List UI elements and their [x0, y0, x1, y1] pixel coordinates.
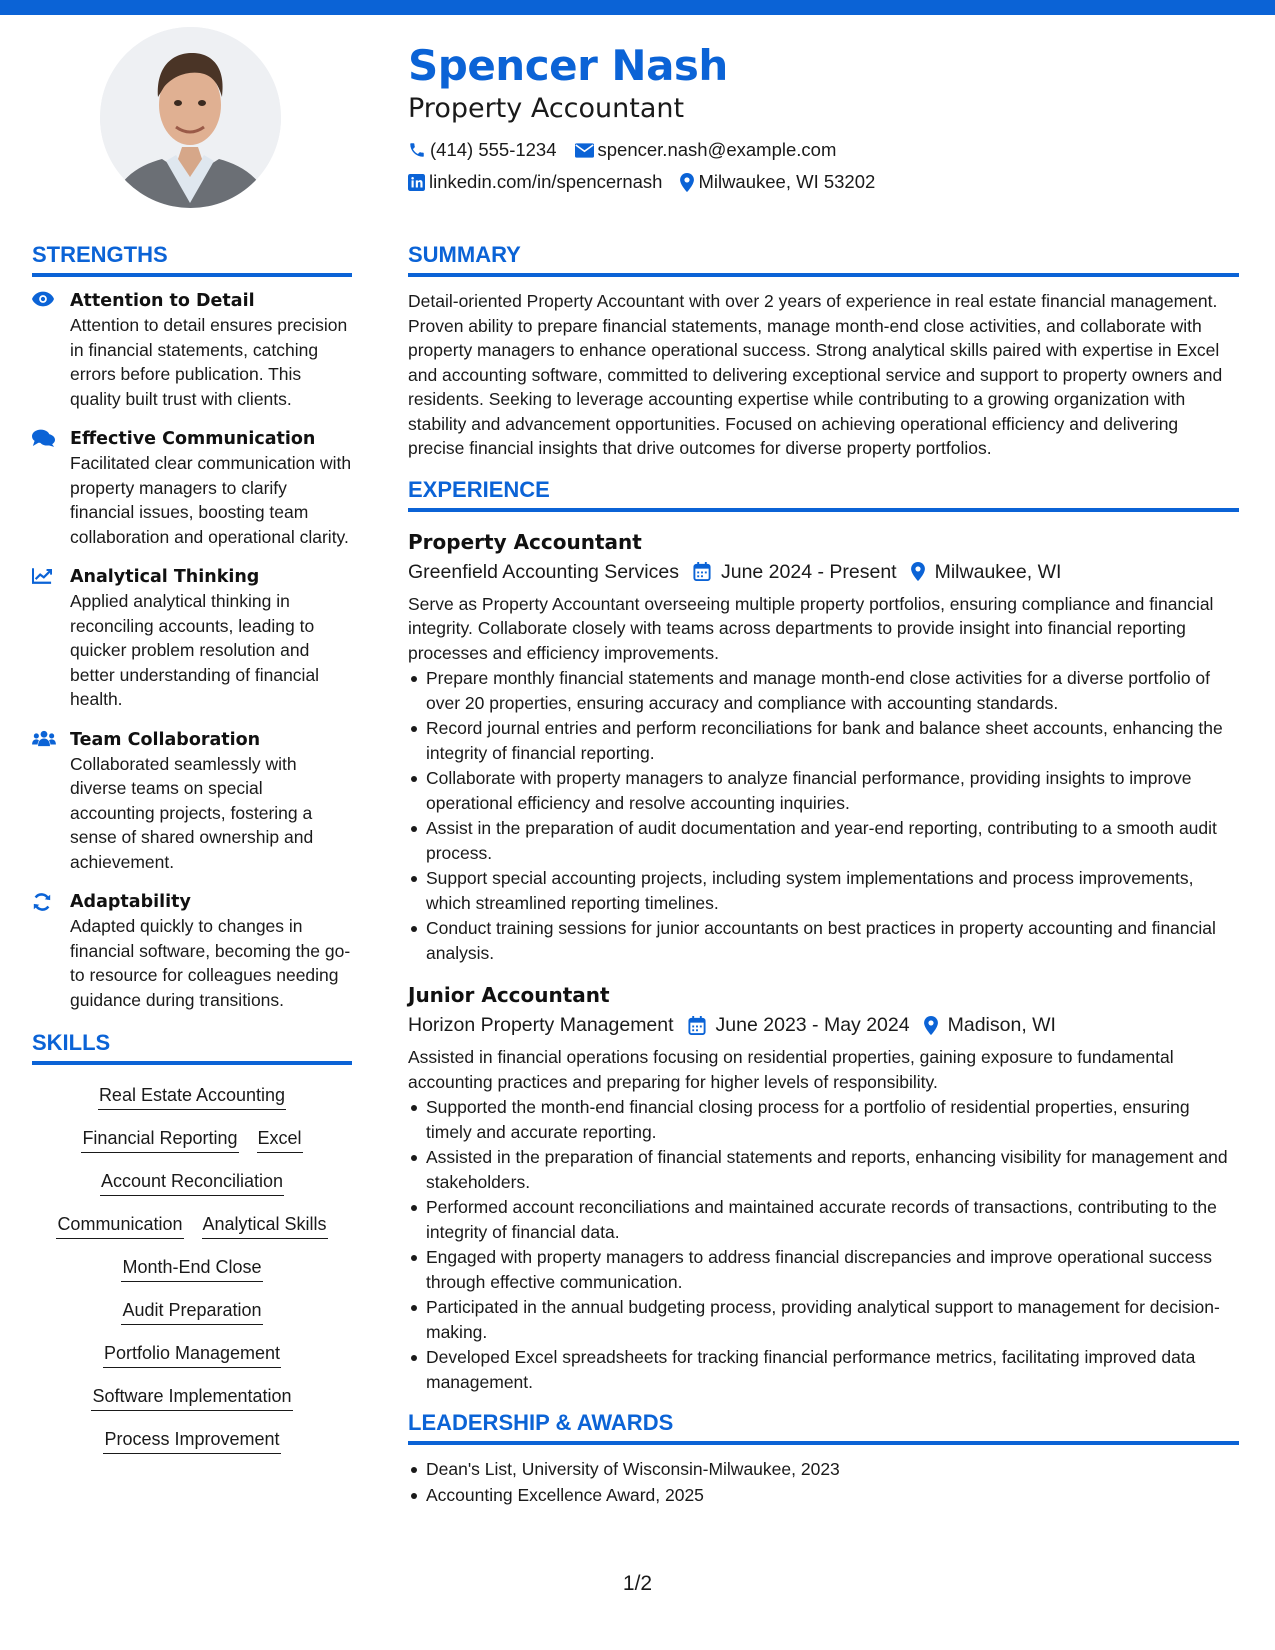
- skill-tag: Excel: [257, 1126, 303, 1153]
- linkedin-contact[interactable]: [408, 171, 662, 193]
- job-bullets: [408, 666, 1239, 965]
- linkedin-icon: [408, 174, 425, 191]
- candidate-name: Spencer Nash: [408, 41, 728, 90]
- skill-tag: Communication: [56, 1212, 183, 1239]
- strength-description: Collaborated seamlessly with diverse teams on special accounting projects, fostering a sense of shared ownership and achievement.: [70, 753, 314, 872]
- bullet-item: Developed Excel spreadsheets for tracking financial performance metrics, facilitating improved data management.: [408, 1345, 1239, 1394]
- job-title: Junior Accountant: [408, 983, 610, 1007]
- location-text: Milwaukee, WI 53202: [698, 171, 876, 192]
- skill-tag: Real Estate Accounting: [98, 1083, 286, 1110]
- job-dates: [688, 1009, 910, 1041]
- skill-tag: Analytical Skills: [202, 1212, 328, 1239]
- left-column: [32, 240, 352, 1470]
- experience-title: EXPERIENCE: [408, 475, 1239, 512]
- bullet-item: Assisted in the preparation of financial statements and reports, enhancing visibility for management and stakeholders.: [408, 1145, 1239, 1194]
- skill-row: [32, 1169, 352, 1196]
- contact-row-2: [408, 166, 1238, 198]
- envelope-icon: [575, 143, 594, 158]
- location-contact: [680, 171, 875, 193]
- skill-row: [32, 1126, 352, 1153]
- skill-tag: Process Improvement: [103, 1427, 280, 1454]
- job-description: Serve as Property Accountant overseeing multiple property portfolios, ensuring compliance and financial integrity. Collaborate closely with teams across departments to provide insight into financial reporting processes and efficiency improvements.: [408, 593, 1214, 663]
- skills-title: SKILLS: [32, 1028, 352, 1065]
- strengths-title: STRENGTHS: [32, 240, 352, 277]
- strength-description: Attention to detail ensures precision in financial statements, catching errors before publication. This quality built trust with clients.: [70, 315, 348, 409]
- email-text[interactable]: spencer.nash@example.com: [597, 139, 837, 160]
- skill-row: [32, 1255, 352, 1282]
- strength-title: Adaptability: [70, 892, 191, 912]
- strength-description: Applied analytical thinking in reconciling accounts, leading to quicker problem resolution and better understanding of financial health.: [70, 591, 320, 709]
- job-dates-text: June 2023 - May 2024: [715, 1014, 910, 1036]
- strength-title: Team Collaboration: [70, 729, 261, 750]
- map-pin-icon: [924, 1016, 938, 1035]
- job-dates-text: June 2024 - Present: [720, 560, 897, 583]
- strength-item: [32, 728, 352, 875]
- eye-icon: [32, 291, 54, 307]
- job-company: Greenfield Accounting Services: [408, 560, 679, 583]
- top-accent-bar: [0, 0, 1275, 15]
- award-item: Dean's List, University of Wisconsin-Milwaukee, 2023: [408, 1457, 1239, 1482]
- bullet-item: Prepare monthly financial statements and manage month-end close activities for a diverse portfolio of over 20 properties, ensuring accuracy and compliance with accounting standards.: [408, 666, 1239, 715]
- strength-item: [32, 890, 352, 1012]
- sync-icon: [32, 892, 52, 912]
- bullet-item: Collaborate with property managers to analyze financial performance, providing insights to improve operational efficiency and resolve accounting inquiries.: [408, 766, 1239, 815]
- candidate-role: Property Accountant: [408, 93, 685, 124]
- skill-tag: Account Reconciliation: [100, 1169, 284, 1196]
- skill-tag: Audit Preparation: [121, 1298, 262, 1325]
- chart-line-icon: [32, 567, 52, 584]
- job-location: [911, 556, 1062, 588]
- job-title: Property Accountant: [408, 529, 642, 554]
- chat-icon: [32, 429, 55, 447]
- strength-item: [32, 427, 352, 549]
- job-location-text: Milwaukee, WI: [934, 560, 1062, 583]
- phone-text: (414) 555-1234: [430, 139, 557, 160]
- bullet-item: Participated in the annual budgeting process, providing analytical support to management for decision-making.: [408, 1295, 1239, 1344]
- strength-title: Analytical Thinking: [70, 567, 260, 587]
- awards-title: LEADERSHIP & AWARDS: [408, 1408, 1239, 1445]
- calendar-icon: [688, 1016, 706, 1035]
- skills-section: [32, 1028, 352, 1454]
- awards-list: [408, 1457, 1239, 1507]
- map-pin-icon: [680, 173, 694, 192]
- job-description: Assisted in financial operations focusing on residential properties, gaining exposure to fundamental accounting practices and preparing for higher levels of responsibility.: [408, 1047, 1174, 1092]
- contact-row-1: [408, 134, 1238, 166]
- bullet-item: Assist in the preparation of audit documentation and year-end reporting, contributing to a smooth audit process.: [408, 816, 1239, 865]
- skill-row: [32, 1298, 352, 1325]
- job-company: Horizon Property Management: [408, 1014, 674, 1036]
- job-location-text: Madison, WI: [947, 1014, 1056, 1036]
- job-entry: [408, 981, 1239, 1394]
- resume-header: [408, 40, 1238, 198]
- skill-tag: Financial Reporting: [81, 1126, 238, 1153]
- strength-description: Adapted quickly to changes in financial software, becoming the go-to resource for colleagues needing guidance during transitions.: [70, 916, 351, 1010]
- skill-tag: Portfolio Management: [103, 1341, 281, 1368]
- phone-icon: [408, 141, 426, 159]
- skill-tag: Software Implementation: [91, 1384, 292, 1411]
- summary-text: Detail-oriented Property Accountant with over 2 years of experience in real estate financial management. Proven ability to prepare financial statements, manage month-end close activities, and collaborate with property managers to enhance operational success. Strong analytical skills paired with expertise in Excel and accounting software, committed to delivering exceptional service and support to property owners and residents. Seeking to leverage accounting expertise while contributing to a growing organization with stability and advancement opportunities. Focused on achieving operational efficiency and delivering precise financial insights that drive outcomes for diverse property portfolios.: [408, 291, 1223, 458]
- users-icon: [32, 730, 56, 747]
- skills-list: [32, 1077, 352, 1454]
- bullet-item: Performed account reconciliations and maintained accurate records of transactions, contributing to the integrity of financial data.: [408, 1195, 1239, 1244]
- award-item: Accounting Excellence Award, 2025: [408, 1483, 1239, 1508]
- bullet-item: Record journal entries and perform reconciliations for bank and balance sheet accounts, enhancing the integrity of financial reporting.: [408, 716, 1239, 765]
- skill-row: [32, 1083, 352, 1110]
- map-pin-icon: [911, 562, 925, 581]
- calendar-icon: [693, 562, 711, 581]
- bullet-item: Engaged with property managers to address financial discrepancies and improve operational success through effective communication.: [408, 1245, 1239, 1294]
- bullet-item: Support special accounting projects, including system implementations and process improvements, which streamlined reporting timelines.: [408, 866, 1239, 915]
- job-bullets: [408, 1095, 1239, 1394]
- skill-row: [32, 1384, 352, 1411]
- email-contact[interactable]: [575, 139, 837, 161]
- avatar: [100, 27, 281, 208]
- strength-description: Facilitated clear communication with property managers to clarify financial issues, boosting team collaboration and operational clarity.: [70, 453, 352, 547]
- profile-photo: [100, 27, 281, 208]
- skill-row: [32, 1427, 352, 1454]
- job-entry: [408, 528, 1239, 966]
- bullet-item: Conduct training sessions for junior accountants on best practices in property accounting and financial analysis.: [408, 916, 1239, 965]
- bullet-item: Supported the month-end financial closing process for a portfolio of residential properties, ensuring timely and accurate reporting.: [408, 1095, 1239, 1144]
- job-meta: [408, 556, 1239, 588]
- skill-row: [32, 1212, 352, 1239]
- skill-row: [32, 1341, 352, 1368]
- right-column: [408, 240, 1239, 1508]
- strength-title: Attention to Detail: [70, 291, 255, 311]
- strength-item: [32, 565, 352, 712]
- strength-item: [32, 289, 352, 411]
- strength-title: Effective Communication: [70, 429, 316, 449]
- linkedin-text[interactable]: linkedin.com/in/spencernash: [429, 171, 663, 192]
- summary-title: SUMMARY: [408, 240, 1239, 277]
- skill-tag: Month-End Close: [121, 1255, 262, 1282]
- page-number: 1/2: [622, 1572, 653, 1595]
- job-location: [924, 1009, 1056, 1041]
- job-dates: [693, 556, 897, 588]
- phone-contact: [408, 139, 557, 161]
- job-meta: [408, 1009, 1239, 1041]
